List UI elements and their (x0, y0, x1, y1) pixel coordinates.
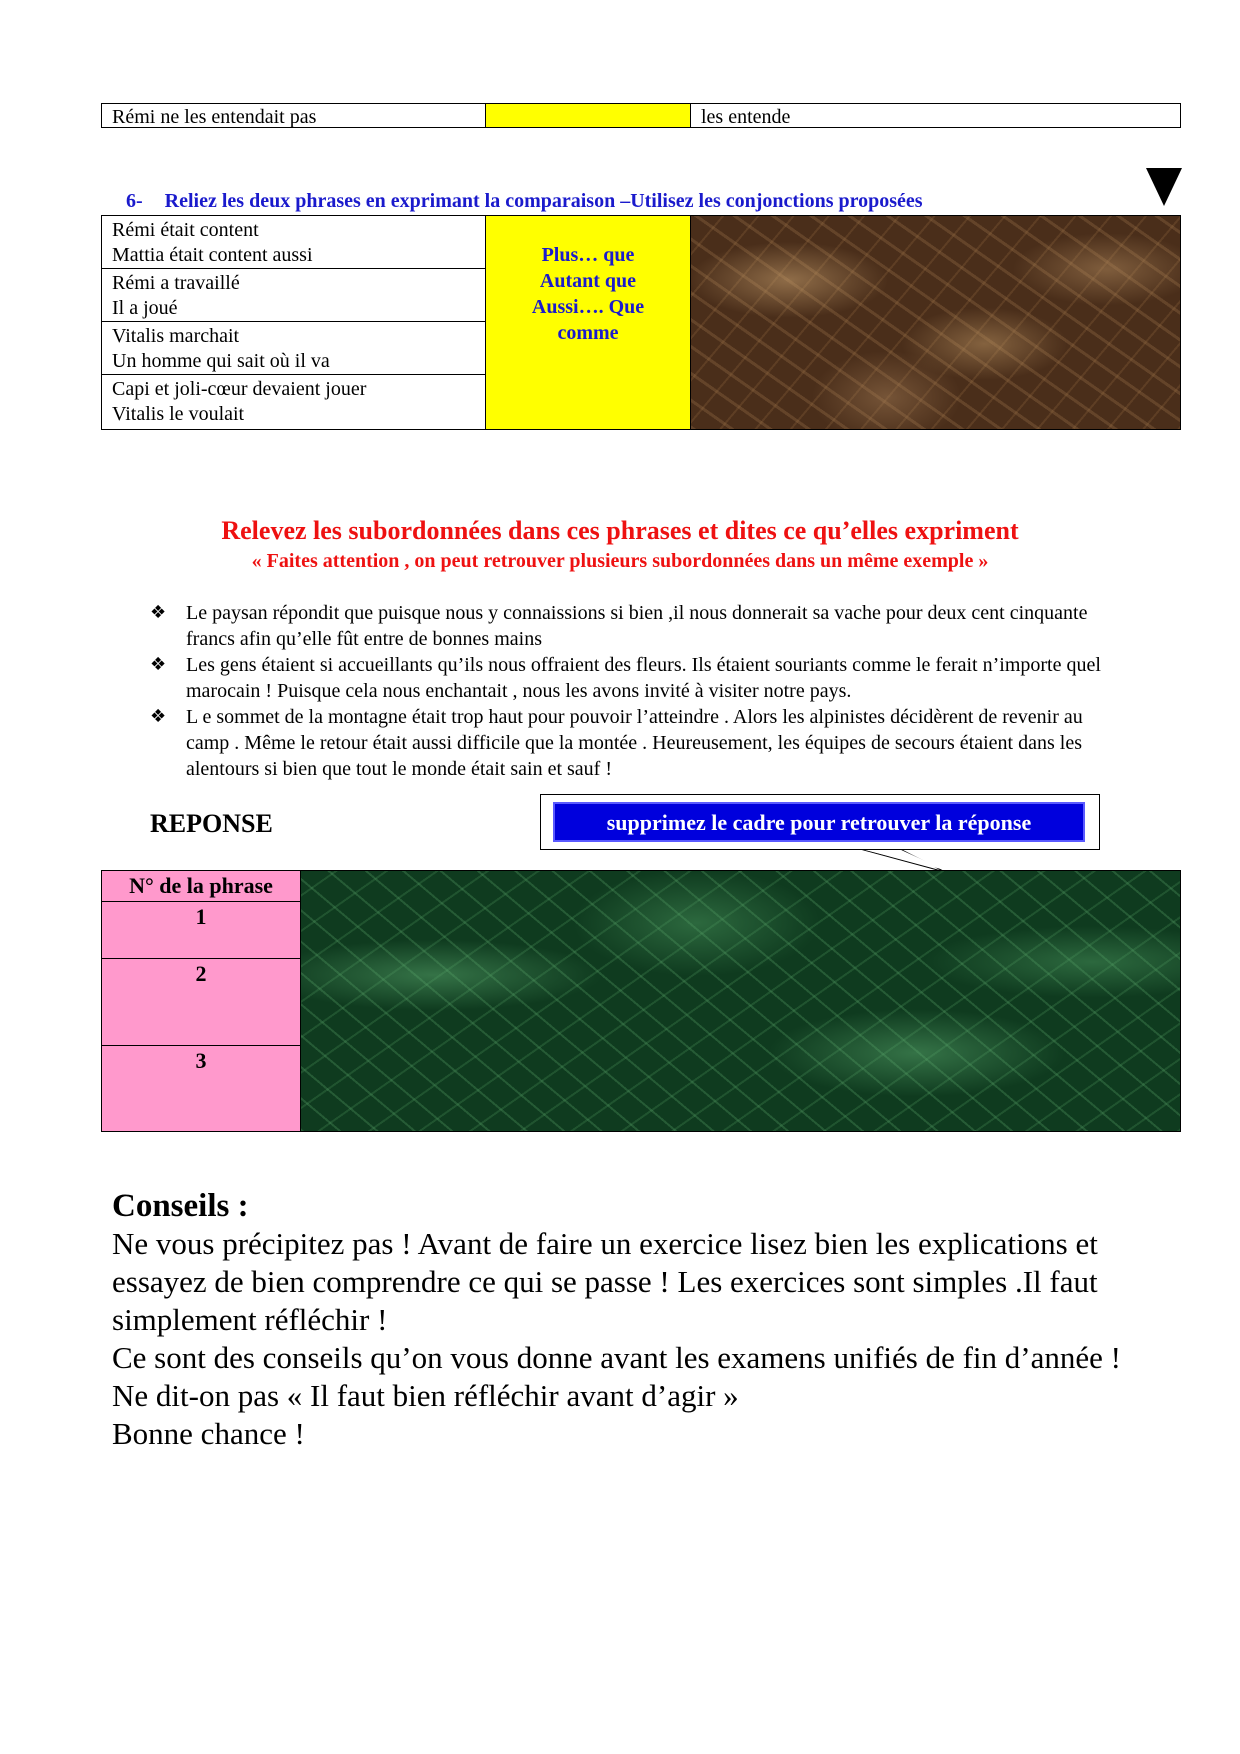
top-row-answer-cell[interactable] (486, 104, 691, 127)
conseils-line: Bonne chance ! (112, 1416, 305, 1451)
sentence-b: Vitalis le voulait (112, 403, 245, 425)
top-row-verb: les entende (701, 106, 791, 128)
diamond-bullet-icon: ❖ (150, 654, 167, 675)
list-item-text: Le paysan répondit que puisque nous y connaissions si bien ,il nous donnerait sa vache pour deux cent cinquante francs afin qu’elle fût entre de bonnes mains (186, 602, 1088, 650)
sentence-b: Il a joué (112, 297, 178, 319)
exercise6-title (126, 190, 923, 213)
exercise6-sentences (102, 216, 486, 429)
sentence-a: Capi et joli-cœur devaient jouer (112, 378, 367, 400)
answer-table (101, 870, 1181, 1132)
column-header: N° de la phrase (102, 871, 300, 902)
conjunction: Plus… que (541, 244, 635, 266)
conjunction: comme (557, 322, 619, 344)
conseils-section (112, 1187, 1162, 1453)
callout-text: supprimez le cadre pour retrouver la réponse (553, 802, 1085, 842)
callout-box (540, 794, 1100, 850)
subordonnees-title: Relevez les subordonnées dans ces phrases et dites ce qu’elles expriment (221, 516, 1019, 545)
reponse-label: REPONSE (150, 809, 273, 838)
exercise6-table (101, 215, 1181, 430)
sentence-b: Un homme qui sait où il va (112, 350, 330, 372)
table-row: 3 (195, 1048, 207, 1073)
top-row-sentence: Rémi ne les entendait pas (102, 104, 486, 127)
table-row (102, 322, 485, 375)
diamond-bullet-icon: ❖ (150, 602, 167, 623)
conjunction: Autant que (539, 270, 637, 292)
sentence-a: Vitalis marchait (112, 325, 240, 347)
conseils-line: Ne vous précipitez pas ! Avant de faire un exercice lisez bien les explications et essayez de bien comprendre ce qui se passe ! Les exercices sont simples .Il faut simplement réfléchir ! (112, 1226, 1098, 1337)
list-item-text: Les gens étaient si accueillants qu’ils nous offraient des fleurs. Ils étaient souriants comme le ferait n’importe quel marocain ! Puisque cela nous enchantait , nous les avons invité à visiter notre pays. (186, 654, 1101, 702)
sentence-number-column (102, 871, 301, 1131)
table-row (102, 216, 485, 269)
table-row (102, 269, 485, 322)
conseils-title: Conseils : (112, 1188, 249, 1224)
subordonnees-subtitle: « Faites attention , on peut retrouver plusieurs subordonnées dans un même exemple » (251, 550, 989, 572)
sentence-a: Rémi était content (112, 219, 259, 241)
down-triangle-icon (1146, 168, 1182, 206)
sentence-list (150, 600, 1130, 782)
list-item-text: L e sommet de la montagne était trop haut pour pouvoir l’atteindre . Alors les alpinistes décidèrent de revenir au camp . Même le retour était aussi difficile que la montée . Heureusement, les équipes de secours étaient dans les alentours si bien que tout le monde était sain et sauf ! (186, 706, 1083, 780)
conjunctions-box (486, 216, 691, 429)
diamond-bullet-icon: ❖ (150, 706, 167, 727)
top-answer-row (101, 103, 1181, 128)
conjunction: Aussi…. Que (531, 296, 645, 318)
conseils-line: Ce sont des conseils qu’on vous donne avant les examens unifiés de fin d’année ! (112, 1340, 1121, 1375)
list-item (150, 652, 1130, 704)
list-item (150, 600, 1130, 652)
exercise6-number: 6- (126, 190, 143, 212)
exercise6-instruction: Reliez les deux phrases en exprimant la comparaison –Utilisez les conjonctions proposées (164, 190, 923, 212)
sentence-a: Rémi a travaillé (112, 272, 240, 294)
list-item (150, 704, 1130, 782)
table-row (102, 375, 485, 429)
answer-cover-frame-brown[interactable] (691, 216, 1180, 429)
sentence-b: Mattia était content aussi (112, 244, 313, 266)
conseils-line: Ne dit-on pas « Il faut bien réfléchir avant d’agir » (112, 1378, 739, 1413)
table-row: 1 (102, 902, 300, 959)
answer-cover-frame-green[interactable] (301, 871, 1180, 1131)
table-row: 2 (102, 959, 300, 1046)
